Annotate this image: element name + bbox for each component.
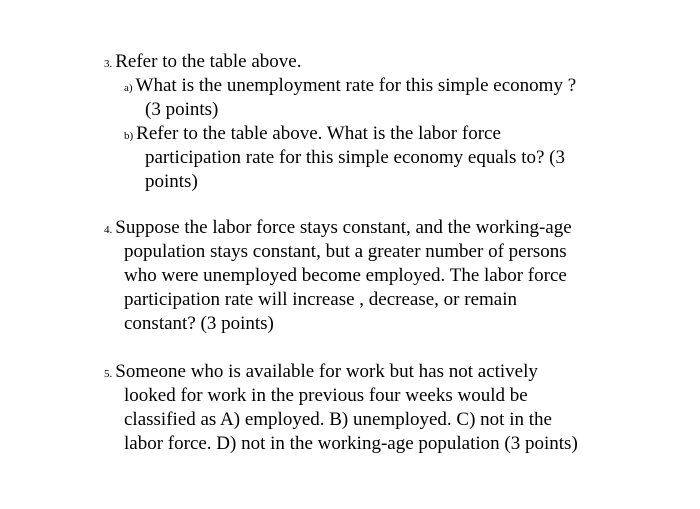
question-4-line-3: who were unemployed become employed. The labor force	[124, 265, 567, 286]
question-3-line-1	[104, 50, 301, 76]
question-4-line-5: constant? (3 points)	[124, 313, 274, 334]
question-5-line-1	[104, 360, 538, 386]
question-3a-line-1	[124, 74, 576, 100]
question-5-text-1: Someone who is available for work but has not actively	[115, 361, 538, 382]
question-3b-line-2: participation rate for this simple economy equals to? (3	[145, 147, 565, 168]
question-3b-label: b)	[124, 130, 134, 142]
question-4-line-4: participation rate will increase , decrease, or remain	[124, 289, 517, 310]
question-5-line-2: looked for work in the previous four weeks would be	[124, 385, 528, 406]
question-3-text: Refer to the table above.	[115, 51, 302, 72]
question-4-number: 4.	[104, 224, 113, 236]
question-3-number: 3.	[104, 58, 113, 70]
question-3b-line-1	[124, 122, 501, 148]
question-4-text-1: Suppose the labor force stays constant, and the working-age	[115, 217, 572, 238]
question-3b-line-3: points)	[145, 171, 198, 192]
question-4-line-1	[104, 216, 572, 242]
question-5-line-4: labor force. D) not in the working-age population (3 points)	[124, 433, 578, 454]
question-3a-line-2: (3 points)	[145, 99, 219, 120]
question-5-line-3: classified as A) employed. B) unemployed. C) not in the	[124, 409, 552, 430]
question-4-line-2: population stays constant, but a greater number of persons	[124, 241, 567, 262]
question-5-number: 5.	[104, 368, 113, 380]
question-3a-label: a)	[124, 82, 133, 94]
question-3a-text-1: What is the unemployment rate for this simple economy ?	[135, 75, 577, 96]
question-3b-text-1: Refer to the table above. What is the labor force	[136, 123, 501, 144]
